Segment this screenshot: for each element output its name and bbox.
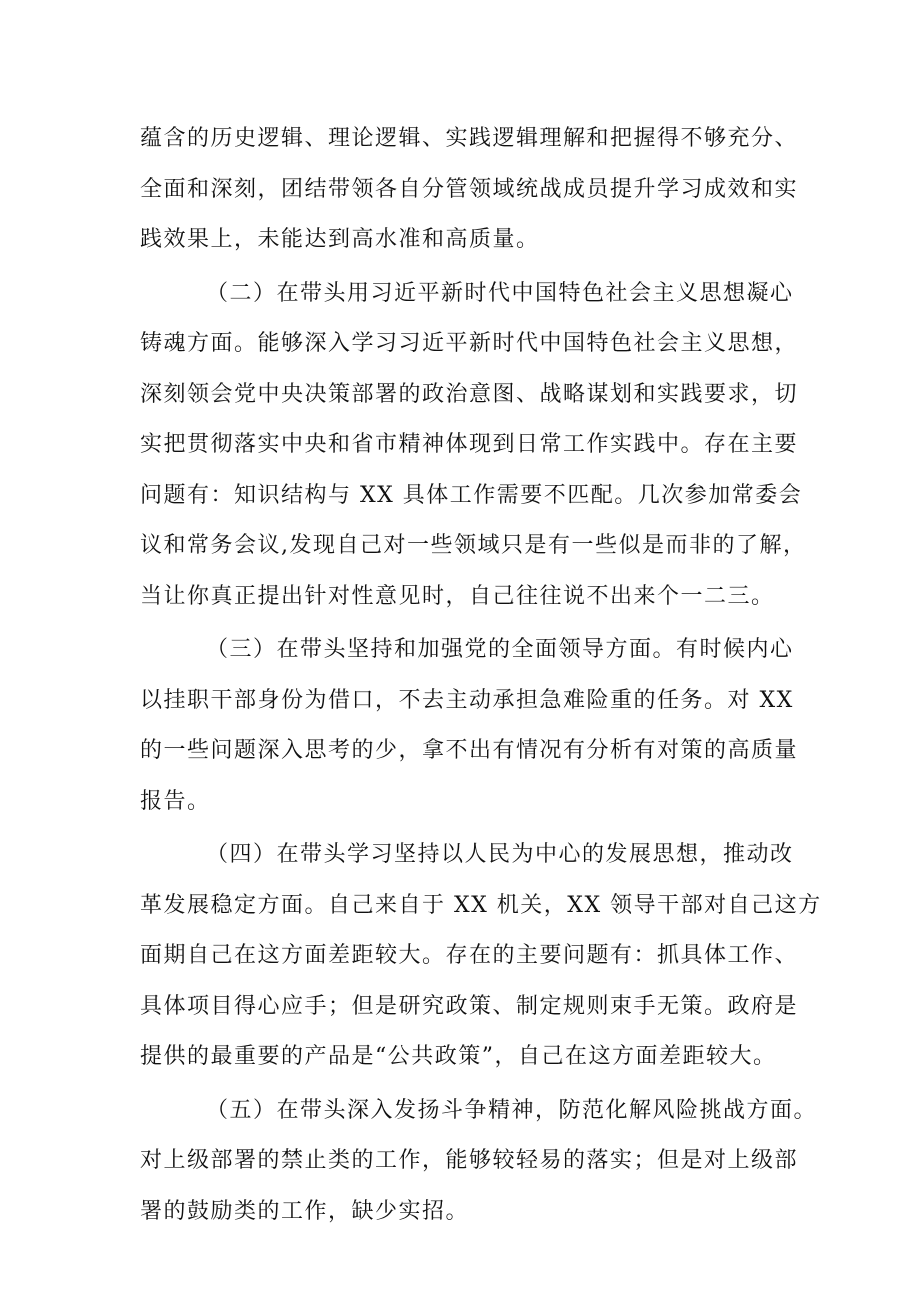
- paragraph-continuation: [140, 114, 800, 266]
- text-line: （三）在带头坚持和加强党的全面领导方面。有时候内心: [206, 637, 794, 662]
- text-line: 对上级部署的禁止类的工作，能够较轻易的落实；但是对上级部: [140, 1148, 799, 1173]
- text-line: 铸魂方面。能够深入学习习近平新时代中国特色社会主义思想，: [140, 331, 799, 356]
- text-line: 全面和深刻，团结带领各自分管领域统战成员提升学习成效和实: [140, 176, 799, 202]
- text-line: 的一些问题深入思考的少，拿不出有情况有分析有对策的高质量: [140, 738, 799, 763]
- text-line: （五）在带头深入发扬斗争精神，防范化解风险挑战方面。: [206, 1097, 818, 1123]
- text-line: 议和常务会议,发现自己对一些领域只是有一些似是而非的了解，: [140, 533, 807, 558]
- text-line: 当让你真正提出针对性意见时，自己往往说不出来个一二三。: [140, 583, 775, 609]
- paragraph-section-5: [140, 1086, 818, 1238]
- text-line: 践效果上，未能达到高水准和高质量。: [140, 227, 540, 252]
- text-line: 问题有：知识结构与 XX 具体工作需要不匹配。几次参加常委会: [140, 482, 803, 508]
- text-line: （四）在带头学习坚持以人民为中心的发展思想，推动改: [206, 842, 794, 867]
- text-line: 深刻领会党中央决策部署的政治意图、战略谋划和实践要求，切: [140, 381, 799, 407]
- paragraph-section-3: [140, 625, 800, 827]
- text-line: （二）在带头用习近平新时代中国特色社会主义思想凝心: [206, 280, 794, 306]
- paragraph-section-2: [140, 269, 807, 623]
- text-line: 蕴含的历史逻辑、理论逻辑、实践逻辑理解和把握得不够充分、: [140, 126, 799, 151]
- text-line: 实把贯彻落实中央和省市精神体现到日常工作实践中。存在主要: [140, 432, 799, 457]
- paragraph-section-4: [140, 830, 822, 1083]
- text-line: 署的鼓励类的工作，缺少实招。: [140, 1198, 470, 1224]
- text-line: 具体项目得心应手；但是研究政策、制定规则束手无策。政府是: [140, 993, 799, 1019]
- text-line: 革发展稳定方面。自己来自于 XX 机关，XX 领导干部对自己这方: [140, 892, 822, 918]
- text-line: 提供的最重要的产品是“公共政策”，自己在这方面差距较大。: [140, 1044, 777, 1069]
- text-line: 报告。: [140, 788, 211, 814]
- text-line: 面期自己在这方面差距较大。存在的主要问题有：抓具体工作、: [140, 943, 799, 968]
- document-body: [140, 114, 822, 1237]
- text-line: 以挂职干部身份为借口，不去主动承担急难险重的任务。对 XX: [140, 687, 794, 713]
